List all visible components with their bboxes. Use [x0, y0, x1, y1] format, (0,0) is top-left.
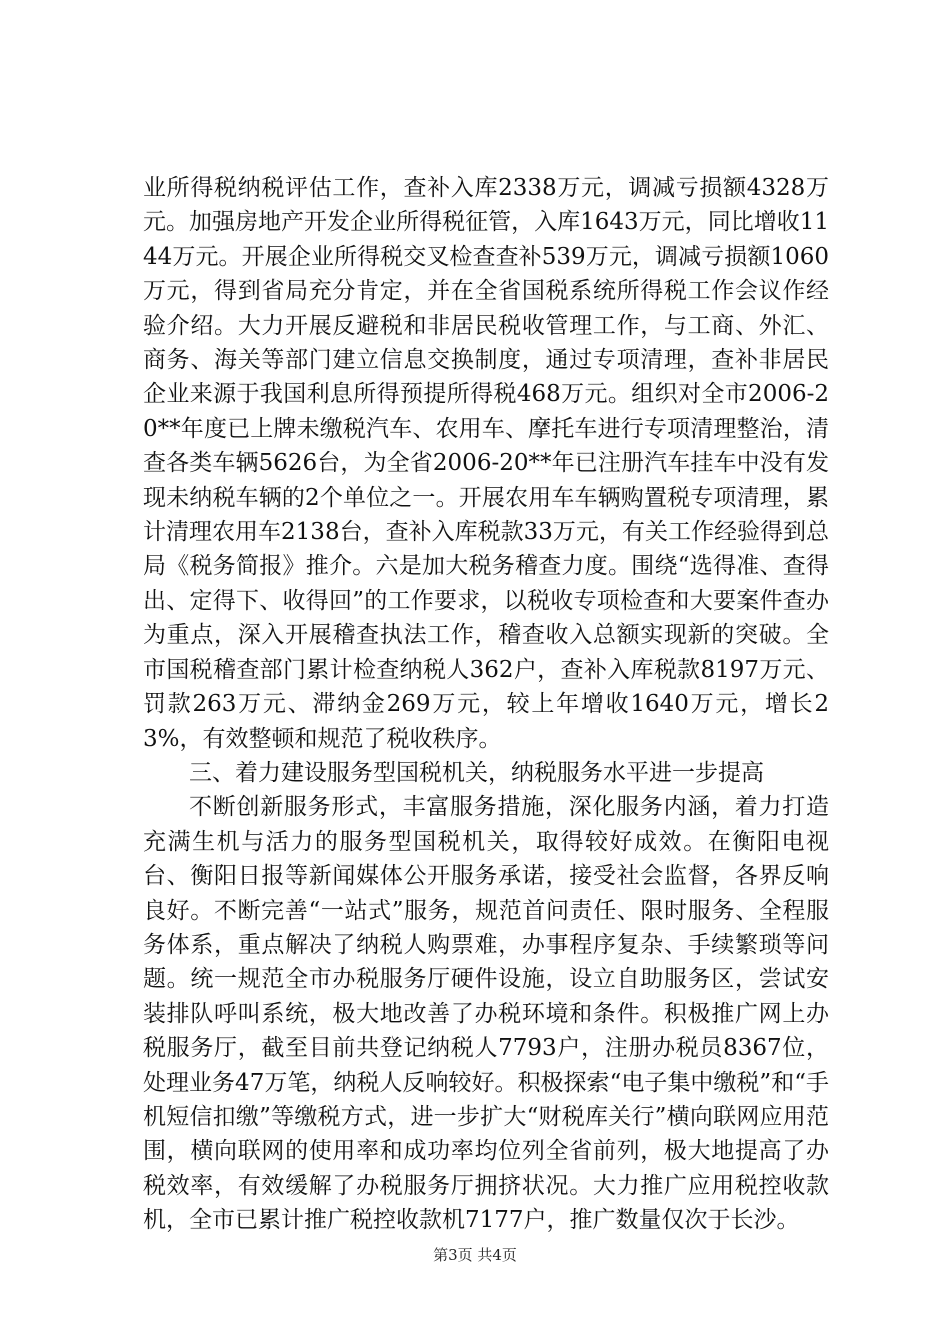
body-paragraph-service: 不断创新服务形式，丰富服务措施，深化服务内涵，着力打造充满生机与活力的服务型国税机关，取得较好成效。在衡阳电视台、衡阳日报等新闻媒体公开服务承诺，接受社会监督，各界反响良好。不断完善“一站式”服务，规范首问责任、限时服务、全程服务体系，重点解决了纳税人购票难，办事程序复杂、手续繁琐等问题。统一规范全市办税服务厅硬件设施，设立自助服务区，尝试安装排队呼叫系统，极大地改善了办税环境和条件。积极推广网上办税服务厅，截至目前共登记纳税人7793户，注册办税员8367位，处理业务47万笔，纳税人反响较好。积极探索“电子集中缴税”和“手机短信扣缴”等缴税方式，进一步扩大“财税库关行”横向联网应用范围，横向联网的使用率和成功率均位列全省前列，极大地提高了办税效率，有效缓解了办税服务厅拥挤状况。大力推广应用税控收款机，全市已累计推广税控收款机7177户，推广数量仅次于长沙。 [143, 794, 829, 1234]
body-paragraph-continuation: 业所得税纳税评估工作，查补入库2338万元，调减亏损额4328万元。加强房地产开发企业所得税征管，入库1643万元，同比增收1144万元。开展企业所得税交叉检查查补539万元，调减亏损额1060万元，得到省局充分肯定，并在全省国税系统所得税工作会议作经验介绍。大力开展反避税和非居民税收管理工作，与工商、外汇、商务、海关等部门建立信息交换制度，通过专项清理，查补非居民企业来源于我国利息所得预提所得税468万元。组织对全市2006-20**年度已上牌未缴税汽车、农用车、摩托车进行专项清理整治，清查各类车辆5626台，为全省2006-20**年已注册汽车挂车中没有发现未纳税车辆的2个单位之一。开展农用车车辆购置税专项清理，累计清理农用车2138台，查补入库税款33万元，有关工作经验得到总局《税务简报》推介。六是加大税务稽查力度。围绕“选得准、查得出、定得下、收得回”的工作要求，以税收专项检查和大要案件查办为重点，深入开展稽查执法工作，稽查收入总额实现新的突破。全市国税稽查部门累计检查纳税人362户，查补入库税款8197万元、罚款263万元、滞纳金269万元，较上年增收1640万元，增长23%，有效整顿和规范了税收秩序。 [143, 175, 829, 752]
document-body [143, 171, 829, 1238]
page-footer: 第3页 共4页 [433, 1246, 517, 1264]
section-heading-3: 三、着力建设服务型国税机关，纳税服务水平进一步提高 [189, 759, 764, 786]
